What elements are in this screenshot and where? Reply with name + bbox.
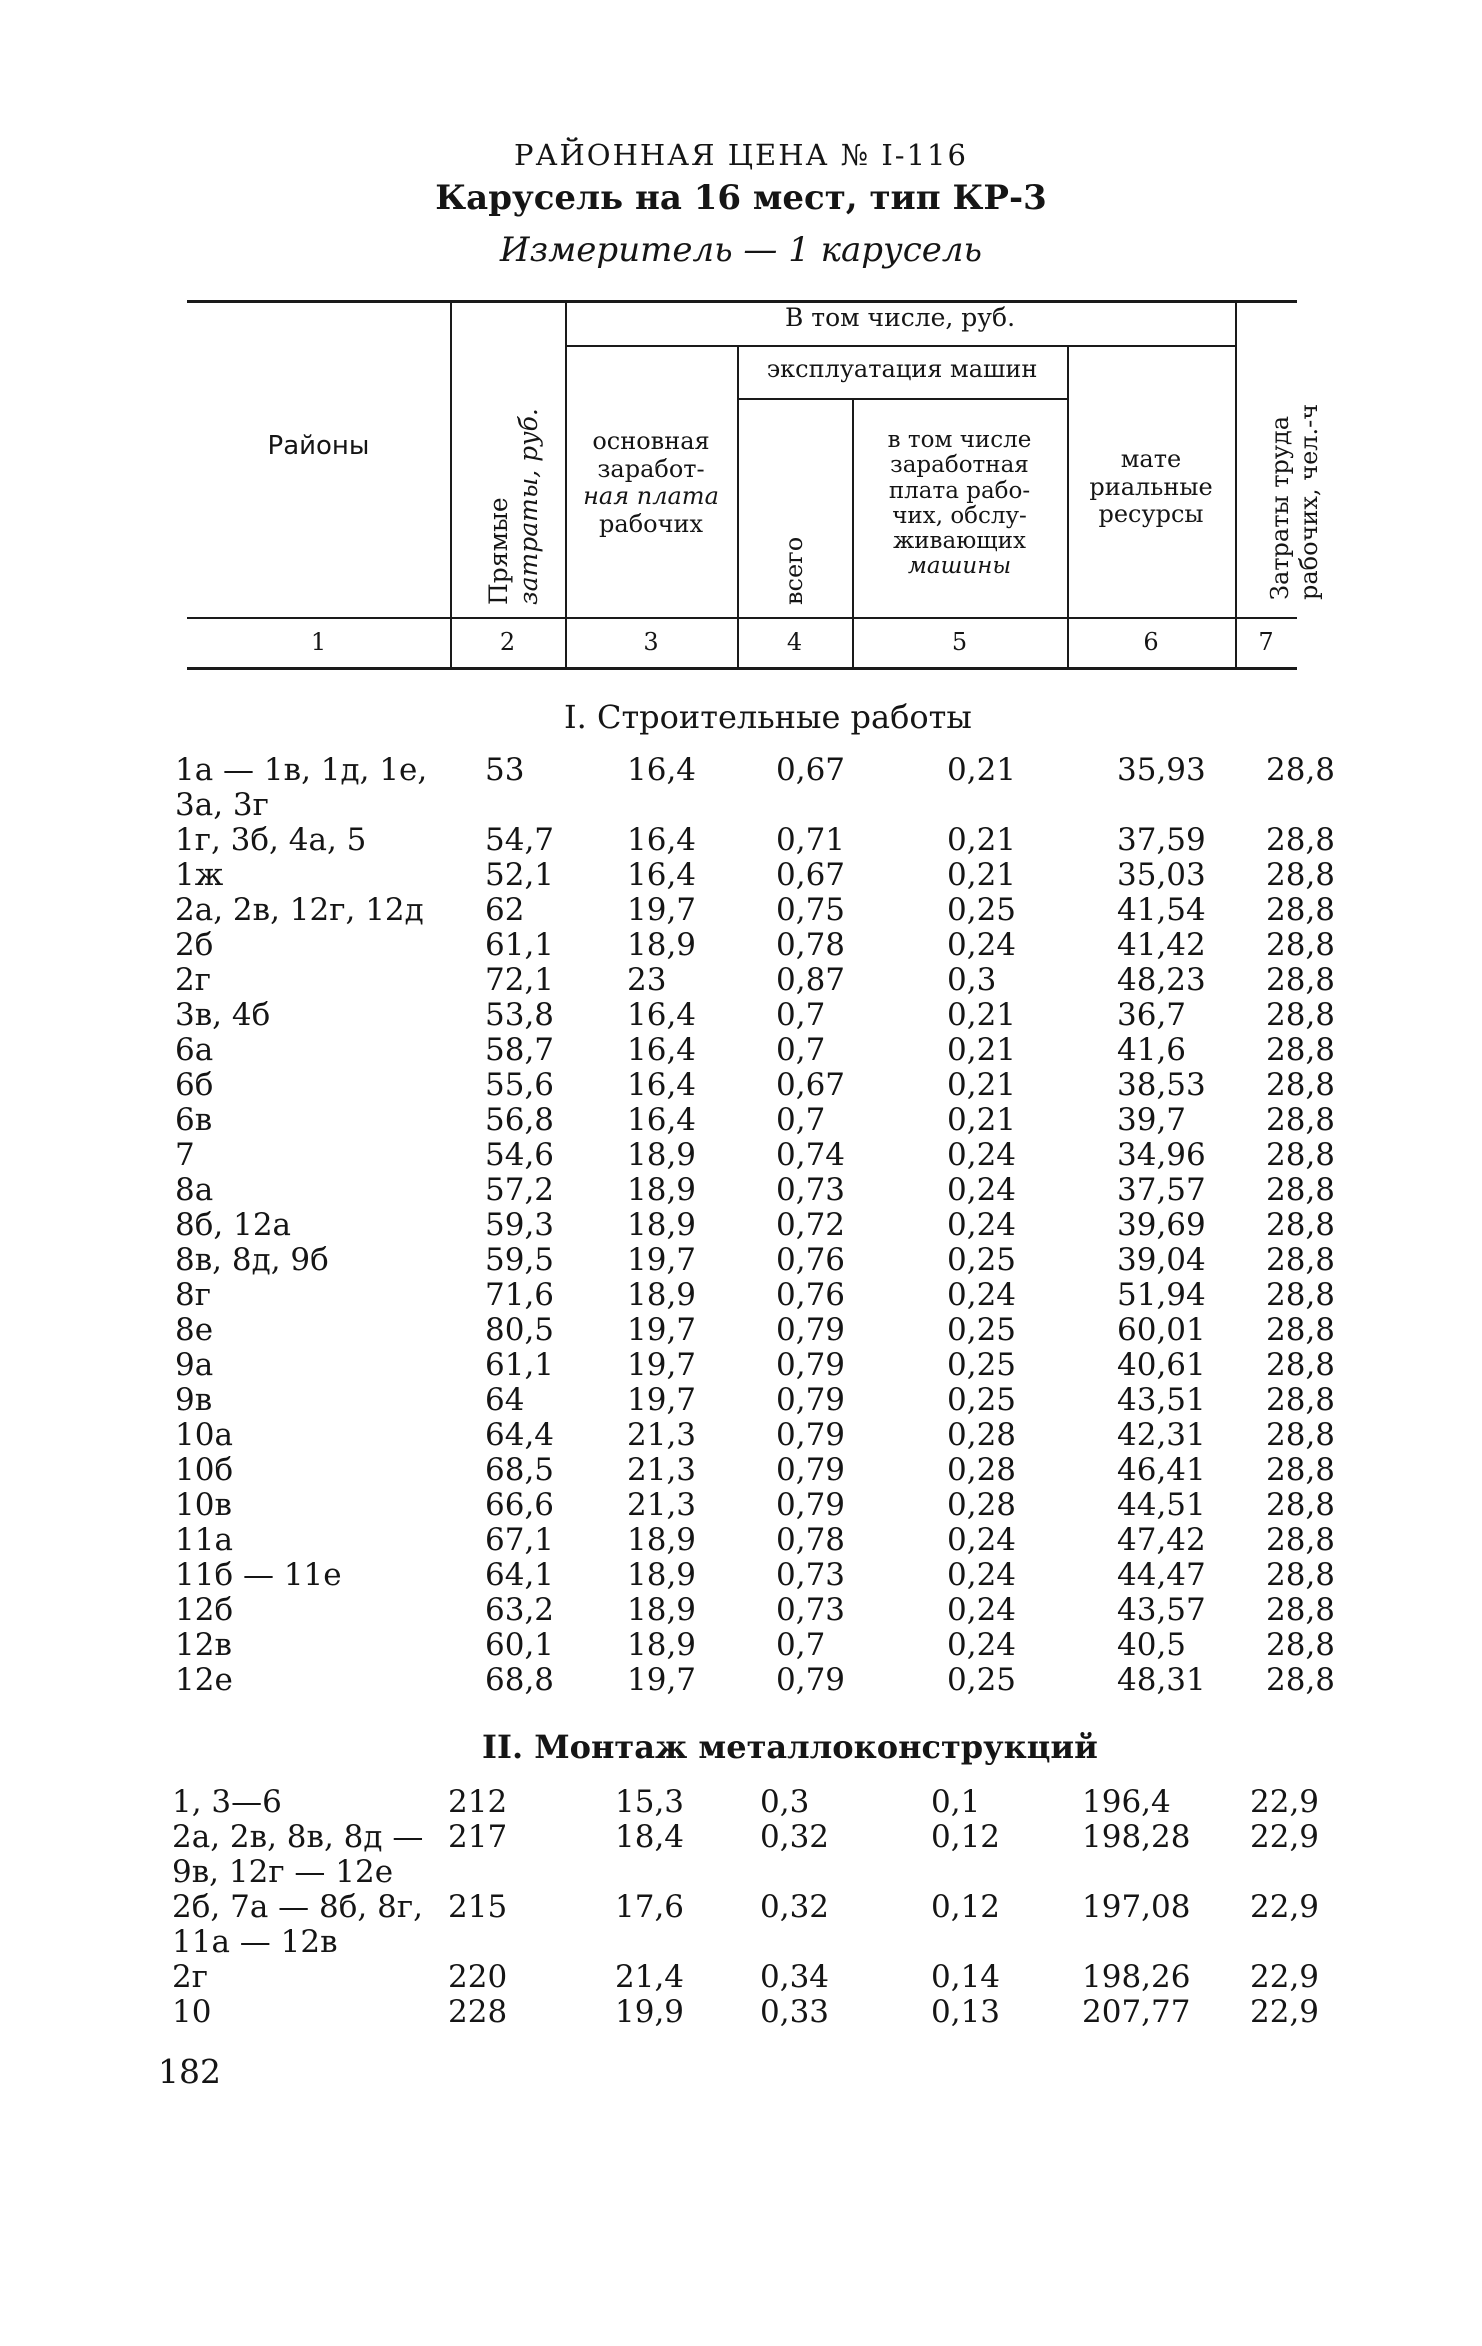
section-title-construction: I. Строительные работы — [564, 698, 972, 736]
value-cell: 0,76 — [776, 1277, 846, 1313]
value-cell: 44,51 — [1117, 1487, 1206, 1523]
column-number: 1 — [310, 628, 327, 656]
region-cell: 3в, 4б — [175, 997, 271, 1033]
value-cell: 0,3 — [947, 962, 997, 998]
region-cell: 7 — [175, 1137, 195, 1173]
value-cell: 0,7 — [776, 1032, 826, 1068]
region-cell: 1ж — [175, 857, 224, 893]
value-cell: 28,8 — [1266, 822, 1336, 858]
table-row — [0, 1033, 1482, 1068]
region-cell: 8б, 12а — [175, 1207, 292, 1243]
value-cell: 0,21 — [947, 822, 1017, 858]
value-cell: 0,79 — [776, 1382, 846, 1418]
region-cell: 6а — [175, 1032, 214, 1068]
value-cell: 0,33 — [760, 1994, 830, 2030]
column-number: 2 — [499, 628, 516, 656]
value-cell: 63,2 — [485, 1592, 555, 1628]
value-cell: 28,8 — [1266, 1067, 1336, 1103]
value-cell: 0,79 — [776, 1662, 846, 1698]
value-cell: 0,7 — [776, 1102, 826, 1138]
table-row — [0, 1523, 1482, 1558]
region-cell: 2а, 2в, 12г, 12д — [175, 892, 424, 928]
value-cell: 18,9 — [627, 1627, 697, 1663]
value-cell: 16,4 — [627, 997, 697, 1033]
table-row — [0, 1138, 1482, 1173]
value-cell: 16,4 — [627, 857, 697, 893]
value-cell: 60,1 — [485, 1627, 555, 1663]
value-cell: 0,24 — [947, 927, 1017, 963]
table-row — [0, 1243, 1482, 1278]
value-cell: 0,76 — [776, 1242, 846, 1278]
table-row — [0, 1208, 1482, 1243]
header-base-wage: основная заработ- ная плата рабочих — [583, 427, 719, 538]
value-cell: 51,94 — [1117, 1277, 1206, 1313]
region-cell: 1а — 1в, 1д, 1е, 3а, 3г — [175, 752, 428, 823]
value-cell: 48,23 — [1117, 962, 1206, 998]
table-row — [0, 1819, 1482, 1890]
value-cell: 39,7 — [1117, 1102, 1187, 1138]
table-row — [0, 963, 1482, 998]
value-cell: 0,3 — [760, 1784, 810, 1820]
region-cell: 10а — [175, 1417, 233, 1453]
value-cell: 0,74 — [776, 1137, 846, 1173]
value-cell: 198,28 — [1082, 1819, 1191, 1855]
value-cell: 207,77 — [1082, 1994, 1191, 2030]
value-cell: 0,28 — [947, 1452, 1017, 1488]
value-cell: 41,42 — [1117, 927, 1206, 963]
value-cell: 0,7 — [776, 997, 826, 1033]
value-cell: 0,25 — [947, 1662, 1017, 1698]
value-cell: 18,9 — [627, 927, 697, 963]
region-cell: 2б, 7а — 8б, 8г, 11а — 12в — [172, 1889, 423, 1960]
region-cell: 1, 3—6 — [172, 1784, 282, 1820]
region-cell: 1г, 3б, 4а, 5 — [175, 822, 367, 858]
value-cell: 28,8 — [1266, 1312, 1336, 1348]
header-labor: Затраты труда рабочих, чел.-ч — [1266, 403, 1323, 600]
value-cell: 53 — [485, 752, 525, 788]
value-cell: 18,4 — [615, 1819, 685, 1855]
table-row — [0, 1593, 1482, 1628]
value-cell: 18,9 — [627, 1522, 697, 1558]
table-row — [0, 893, 1482, 928]
value-cell: 54,7 — [485, 822, 555, 858]
value-cell: 217 — [448, 1819, 508, 1855]
table-row — [0, 998, 1482, 1033]
value-cell: 19,7 — [627, 1382, 697, 1418]
value-cell: 0,72 — [776, 1207, 846, 1243]
value-cell: 28,8 — [1266, 752, 1336, 788]
value-cell: 28,8 — [1266, 1032, 1336, 1068]
value-cell: 0,24 — [947, 1627, 1017, 1663]
header-regions: Районы — [267, 431, 370, 461]
value-cell: 0,28 — [947, 1487, 1017, 1523]
value-cell: 37,59 — [1117, 822, 1206, 858]
value-cell: 0,67 — [776, 752, 846, 788]
region-cell: 6б — [175, 1067, 214, 1103]
value-cell: 0,21 — [947, 857, 1017, 893]
section-title-assembly: II. Монтаж металлоконструкций — [482, 1728, 1098, 1766]
value-cell: 19,7 — [627, 1347, 697, 1383]
value-cell: 0,25 — [947, 1312, 1017, 1348]
value-cell: 28,8 — [1266, 1487, 1336, 1523]
value-cell: 55,6 — [485, 1067, 555, 1103]
table-row — [0, 1663, 1482, 1698]
value-cell: 0,25 — [947, 1382, 1017, 1418]
header-total: всего — [780, 536, 808, 605]
region-cell: 10в — [175, 1487, 232, 1523]
value-cell: 28,8 — [1266, 962, 1336, 998]
region-cell: 11б — 11е — [175, 1557, 342, 1593]
table-row — [0, 1628, 1482, 1663]
value-cell: 28,8 — [1266, 1277, 1336, 1313]
value-cell: 34,96 — [1117, 1137, 1206, 1173]
value-cell: 18,9 — [627, 1557, 697, 1593]
value-cell: 28,8 — [1266, 1207, 1336, 1243]
table-row — [0, 1995, 1482, 2030]
value-cell: 61,1 — [485, 927, 555, 963]
table-row — [0, 1785, 1482, 1820]
value-cell: 0,24 — [947, 1207, 1017, 1243]
table-row — [0, 858, 1482, 893]
table-row — [0, 1418, 1482, 1453]
table-row — [0, 1278, 1482, 1313]
value-cell: 19,7 — [627, 1662, 697, 1698]
value-cell: 80,5 — [485, 1312, 555, 1348]
table-row — [0, 1173, 1482, 1208]
value-cell: 19,9 — [615, 1994, 685, 2030]
table-row — [0, 928, 1482, 963]
value-cell: 18,9 — [627, 1277, 697, 1313]
value-cell: 21,3 — [627, 1487, 697, 1523]
value-cell: 0,78 — [776, 1522, 846, 1558]
table-row — [0, 1313, 1482, 1348]
header-including-wage: в том числе заработная плата рабо- чих, обслу- живающих машины — [887, 427, 1032, 580]
value-cell: 52,1 — [485, 857, 555, 893]
value-cell: 215 — [448, 1889, 508, 1925]
region-cell: 2б — [175, 927, 214, 963]
value-cell: 35,03 — [1117, 857, 1206, 893]
value-cell: 0,24 — [947, 1557, 1017, 1593]
value-cell: 18,9 — [627, 1592, 697, 1628]
value-cell: 16,4 — [627, 752, 697, 788]
value-cell: 0,21 — [947, 1067, 1017, 1103]
value-cell: 53,8 — [485, 997, 555, 1033]
region-cell: 2г — [172, 1959, 208, 1995]
value-cell: 35,93 — [1117, 752, 1206, 788]
value-cell: 59,5 — [485, 1242, 555, 1278]
value-cell: 39,69 — [1117, 1207, 1206, 1243]
value-cell: 28,8 — [1266, 927, 1336, 963]
value-cell: 16,4 — [627, 1032, 697, 1068]
value-cell: 41,54 — [1117, 892, 1206, 928]
value-cell: 28,8 — [1266, 857, 1336, 893]
column-number: 3 — [643, 628, 659, 656]
region-cell: 10 — [172, 1994, 212, 2030]
value-cell: 0,71 — [776, 822, 846, 858]
value-cell: 21,3 — [627, 1417, 697, 1453]
region-cell: 8е — [175, 1312, 214, 1348]
header-materials: мате риальные ресурсы — [1089, 445, 1213, 529]
value-cell: 71,6 — [485, 1277, 555, 1313]
value-cell: 0,14 — [931, 1959, 1001, 1995]
value-cell: 57,2 — [485, 1172, 555, 1208]
value-cell: 17,6 — [615, 1889, 685, 1925]
table-row — [0, 1453, 1482, 1488]
value-cell: 0,79 — [776, 1452, 846, 1488]
value-cell: 28,8 — [1266, 1137, 1336, 1173]
column-number: 5 — [951, 628, 968, 656]
value-cell: 61,1 — [485, 1347, 555, 1383]
value-cell: 18,9 — [627, 1207, 697, 1243]
value-cell: 64,4 — [485, 1417, 555, 1453]
value-cell: 64,1 — [485, 1557, 555, 1593]
region-cell: 11а — [175, 1522, 233, 1558]
value-cell: 197,08 — [1082, 1889, 1191, 1925]
value-cell: 58,7 — [485, 1032, 555, 1068]
value-cell: 41,6 — [1117, 1032, 1187, 1068]
region-cell: 8г — [175, 1277, 211, 1313]
value-cell: 0,87 — [776, 962, 846, 998]
table-row — [0, 752, 1482, 823]
value-cell: 22,9 — [1250, 1959, 1320, 1995]
value-cell: 0,25 — [947, 1242, 1017, 1278]
value-cell: 47,42 — [1117, 1522, 1206, 1558]
value-cell: 56,8 — [485, 1102, 555, 1138]
table-row — [0, 1889, 1482, 1960]
value-cell: 0,21 — [947, 752, 1017, 788]
value-cell: 0,24 — [947, 1592, 1017, 1628]
value-cell: 19,7 — [627, 1242, 697, 1278]
value-cell: 0,73 — [776, 1172, 846, 1208]
value-cell: 22,9 — [1250, 1889, 1320, 1925]
header-machine-operation: эксплуатация машин — [766, 355, 1038, 383]
value-cell: 28,8 — [1266, 1627, 1336, 1663]
value-cell: 0,34 — [760, 1959, 830, 1995]
table-row — [0, 1960, 1482, 1995]
value-cell: 48,31 — [1117, 1662, 1206, 1698]
value-cell: 36,7 — [1117, 997, 1187, 1033]
value-cell: 220 — [448, 1959, 508, 1995]
value-cell: 0,73 — [776, 1557, 846, 1593]
region-cell: 8в, 8д, 9б — [175, 1242, 329, 1278]
value-cell: 28,8 — [1266, 1592, 1336, 1628]
value-cell: 28,8 — [1266, 1662, 1336, 1698]
value-cell: 60,01 — [1117, 1312, 1206, 1348]
value-cell: 62 — [485, 892, 525, 928]
column-number: 7 — [1258, 628, 1274, 656]
value-cell: 21,3 — [627, 1452, 697, 1488]
value-cell: 0,73 — [776, 1592, 846, 1628]
value-cell: 0,78 — [776, 927, 846, 963]
value-cell: 72,1 — [485, 962, 555, 998]
value-cell: 0,25 — [947, 1347, 1017, 1383]
value-cell: 0,79 — [776, 1487, 846, 1523]
value-cell: 0,24 — [947, 1277, 1017, 1313]
value-cell: 28,8 — [1266, 1522, 1336, 1558]
header-including: В том числе, руб. — [784, 303, 1016, 332]
value-cell: 0,21 — [947, 1032, 1017, 1068]
value-cell: 0,13 — [931, 1994, 1001, 2030]
value-cell: 28,8 — [1266, 1172, 1336, 1208]
value-cell: 0,24 — [947, 1172, 1017, 1208]
value-cell: 0,21 — [947, 1102, 1017, 1138]
value-cell: 40,61 — [1117, 1347, 1206, 1383]
value-cell: 39,04 — [1117, 1242, 1206, 1278]
table-row — [0, 823, 1482, 858]
region-cell: 12е — [175, 1662, 233, 1698]
value-cell: 68,8 — [485, 1662, 555, 1698]
value-cell: 68,5 — [485, 1452, 555, 1488]
value-cell: 54,6 — [485, 1137, 555, 1173]
region-cell: 8а — [175, 1172, 214, 1208]
value-cell: 0,67 — [776, 1067, 846, 1103]
region-cell: 12б — [175, 1592, 234, 1628]
value-cell: 0,21 — [947, 997, 1017, 1033]
region-cell: 12в — [175, 1627, 232, 1663]
value-cell: 0,79 — [776, 1417, 846, 1453]
page-number: 182 — [158, 2052, 221, 2091]
price-number-heading: РАЙОННАЯ ЦЕНА № I-116 — [514, 138, 968, 172]
value-cell: 16,4 — [627, 1067, 697, 1103]
value-cell: 0,7 — [776, 1627, 826, 1663]
table-row — [0, 1348, 1482, 1383]
value-cell: 64 — [485, 1382, 525, 1418]
value-cell: 0,79 — [776, 1312, 846, 1348]
value-cell: 16,4 — [627, 1102, 697, 1138]
value-cell: 44,47 — [1117, 1557, 1206, 1593]
value-cell: 40,5 — [1117, 1627, 1187, 1663]
value-cell: 0,32 — [760, 1889, 830, 1925]
value-cell: 0,32 — [760, 1819, 830, 1855]
value-cell: 43,57 — [1117, 1592, 1206, 1628]
value-cell: 0,12 — [931, 1889, 1001, 1925]
value-cell: 28,8 — [1266, 1382, 1336, 1418]
value-cell: 28,8 — [1266, 892, 1336, 928]
value-cell: 0,75 — [776, 892, 846, 928]
value-cell: 28,8 — [1266, 1347, 1336, 1383]
value-cell: 22,9 — [1250, 1784, 1320, 1820]
region-cell: 2а, 2в, 8в, 8д — 9в, 12г — 12е — [172, 1819, 424, 1890]
region-cell: 9в — [175, 1382, 213, 1418]
region-cell: 6в — [175, 1102, 213, 1138]
value-cell: 67,1 — [485, 1522, 555, 1558]
value-cell: 38,53 — [1117, 1067, 1206, 1103]
value-cell: 15,3 — [615, 1784, 685, 1820]
value-cell: 212 — [448, 1784, 508, 1820]
value-cell: 28,8 — [1266, 1242, 1336, 1278]
value-cell: 16,4 — [627, 822, 697, 858]
value-cell: 18,9 — [627, 1172, 697, 1208]
value-cell: 196,4 — [1082, 1784, 1171, 1820]
value-cell: 28,8 — [1266, 997, 1336, 1033]
value-cell: 0,24 — [947, 1522, 1017, 1558]
value-cell: 0,25 — [947, 892, 1017, 928]
table-row — [0, 1558, 1482, 1593]
value-cell: 28,8 — [1266, 1557, 1336, 1593]
value-cell: 0,79 — [776, 1347, 846, 1383]
region-cell: 2г — [175, 962, 211, 998]
value-cell: 42,31 — [1117, 1417, 1206, 1453]
value-cell: 0,28 — [947, 1417, 1017, 1453]
table-row — [0, 1383, 1482, 1418]
header-direct-costs: Прямые затраты, руб. — [484, 408, 543, 605]
value-cell: 19,7 — [627, 892, 697, 928]
table-row — [0, 1488, 1482, 1523]
value-cell: 228 — [448, 1994, 508, 2030]
unit-of-measure: Измеритель — 1 карусель — [499, 230, 983, 270]
value-cell: 23 — [627, 962, 667, 998]
value-cell: 0,1 — [931, 1784, 981, 1820]
value-cell: 28,8 — [1266, 1452, 1336, 1488]
item-title: Карусель на 16 мест, тип КР-3 — [435, 178, 1047, 218]
table-row — [0, 1068, 1482, 1103]
table-row — [0, 1103, 1482, 1138]
value-cell: 59,3 — [485, 1207, 555, 1243]
value-cell: 37,57 — [1117, 1172, 1206, 1208]
value-cell: 28,8 — [1266, 1102, 1336, 1138]
value-cell: 22,9 — [1250, 1819, 1320, 1855]
column-number: 4 — [786, 628, 803, 656]
value-cell: 198,26 — [1082, 1959, 1191, 1995]
value-cell: 0,24 — [947, 1137, 1017, 1173]
value-cell: 28,8 — [1266, 1417, 1336, 1453]
value-cell: 0,12 — [931, 1819, 1001, 1855]
column-number: 6 — [1143, 628, 1159, 656]
value-cell: 66,6 — [485, 1487, 555, 1523]
value-cell: 43,51 — [1117, 1382, 1206, 1418]
region-cell: 10б — [175, 1452, 234, 1488]
value-cell: 0,67 — [776, 857, 846, 893]
value-cell: 21,4 — [615, 1959, 685, 1995]
value-cell: 19,7 — [627, 1312, 697, 1348]
region-cell: 9а — [175, 1347, 214, 1383]
value-cell: 18,9 — [627, 1137, 697, 1173]
value-cell: 46,41 — [1117, 1452, 1206, 1488]
value-cell: 22,9 — [1250, 1994, 1320, 2030]
